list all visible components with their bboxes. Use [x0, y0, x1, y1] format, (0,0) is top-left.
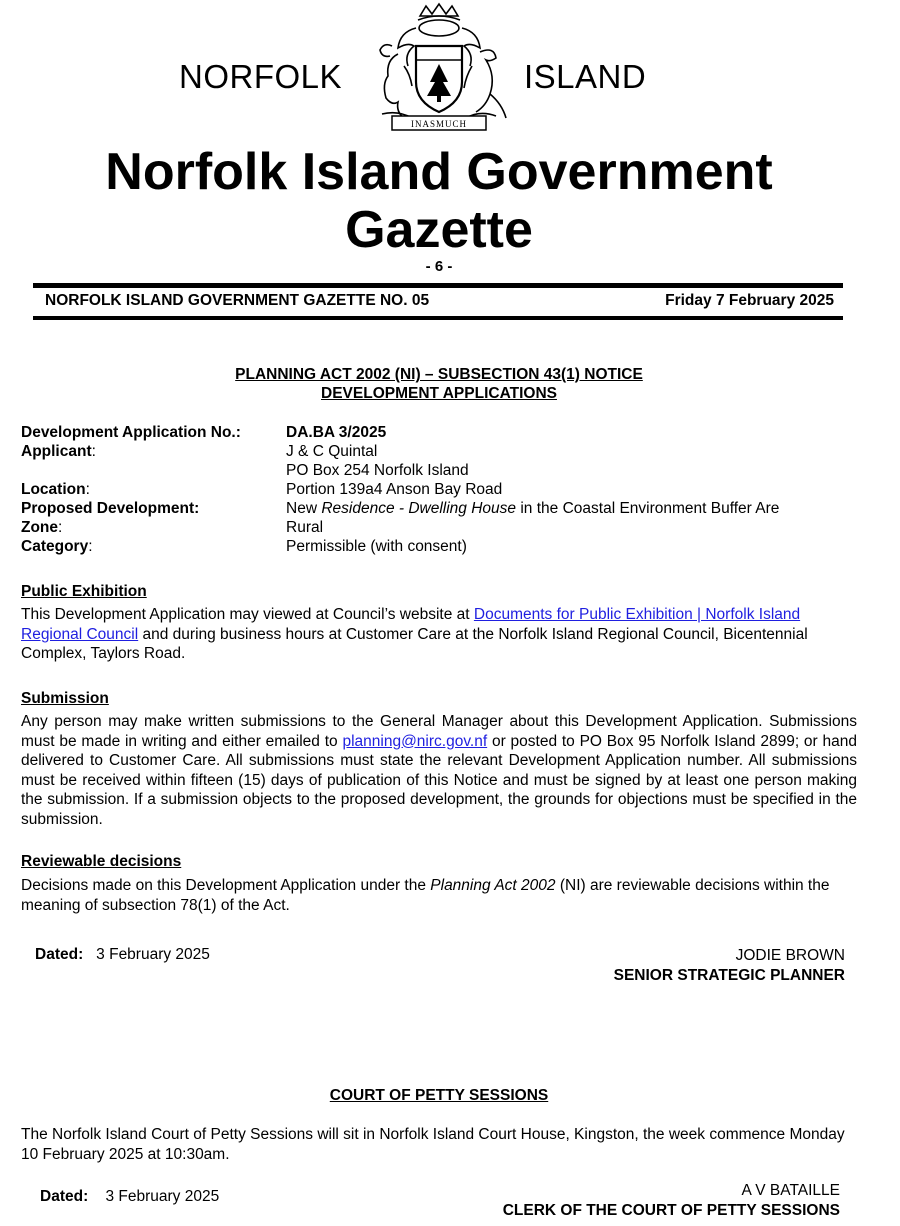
submission-text: Any person may make written submissions to the General Manager about this Development Application. Submissions must be made in writing and either emailed to planning@nirc.gov.nf or posted to PO Box 95 Norfolk Island 2899; or hand delivered to Customer Care. All submissions must state the relevant Development Application number. All submissions must be received within fifteen (15) days of publication of this Notice and must be signed by at least one person making the submission. If a submission objects to the proposed development, the grounds for objections must be specified in the submission.	[21, 713, 857, 828]
planning-dated-label: Dated	[35, 946, 79, 963]
court-notice-title: COURT OF PETTY SESSIONS	[329, 1087, 549, 1104]
court-dated-label: Dated	[40, 1188, 84, 1205]
dev-label: Proposed Development:	[21, 500, 200, 517]
app-no-value: DA.BA 3/2025	[286, 424, 387, 441]
applicant-line1: J & C Quintal	[286, 443, 378, 460]
location-label: Location	[21, 481, 86, 498]
planning-signatory-title: SENIOR STRATEGIC PLANNER	[613, 966, 845, 984]
court-dated-value: 3 February 2025	[105, 1188, 220, 1205]
field-proposed-development	[21, 499, 779, 518]
zone-label: Zone	[21, 519, 59, 536]
field-applicant-address	[21, 461, 469, 480]
planning-signature	[614, 946, 845, 985]
court-notice-text: The Norfolk Island Court of Petty Sessions will sit in Norfolk Island Court House, Kingston, the week commence Monday 10 February 2025 at 10:30am.	[21, 1126, 845, 1163]
applicant-line2: PO Box 254 Norfolk Island	[286, 462, 469, 479]
planning-signatory-name: JODIE BROWN	[735, 947, 845, 964]
field-category: Category: Permissible (with consent)	[21, 538, 467, 555]
planning-dated-value: 3 February 2025	[96, 946, 210, 963]
court-signatory-title: CLERK OF THE COURT OF PETTY SESSIONS	[502, 1201, 840, 1219]
public-exhibition-heading: Public Exhibition	[21, 583, 147, 600]
planning-email-link[interactable]: planning@nirc.gov.nf	[342, 732, 488, 750]
gazette-title-line2: Gazette	[345, 201, 533, 259]
planning-notice-title: PLANNING ACT 2002 (NI) – SUBSECTION 43(1) NOTICE	[235, 366, 643, 383]
reviewable-text: Decisions made on this Development Application under the Planning Act 2002 (NI) are reviewable decisions within the meaning of subsection 78(1) of the Act.	[21, 877, 830, 914]
public-exhibition-text: This Development Application may viewed at Council’s website at Documents for Public Exhibition | Norfolk Island Regional Council and during business hours at Customer Care at the Norfolk Island Regional Council, Bicentennial Complex, Taylors Road.	[21, 606, 808, 662]
court-signature	[503, 1181, 840, 1220]
category-label: Category	[21, 538, 89, 555]
bottom-rule	[33, 316, 843, 320]
coat-of-arms-crest	[368, 2, 510, 136]
public-exhibition-link[interactable]: Documents for Public Exhibition | Norfolk Island Regional Council	[21, 606, 801, 643]
applicant-label: Applicant	[21, 443, 92, 460]
gazette-title-line1: Norfolk Island Government	[105, 143, 773, 201]
planning-dated: Dated: 3 February 2025	[35, 946, 210, 963]
app-no-label: Development Application No.:	[21, 424, 241, 441]
court-signatory-name: A V BATAILLE	[741, 1182, 840, 1199]
masthead-norfolk: NORFOLK	[179, 58, 343, 95]
reviewable-heading: Reviewable decisions	[21, 853, 182, 870]
field-location: Location: Portion 139a4 Anson Bay Road	[21, 481, 503, 498]
issue-bar	[45, 292, 834, 310]
gazette-number: NORFOLK ISLAND GOVERNMENT GAZETTE NO. 05	[45, 292, 430, 309]
crest-motto: INASMUCH	[410, 119, 468, 129]
planning-notice-subtitle: DEVELOPMENT APPLICATIONS	[321, 385, 557, 402]
zone-value: Rural	[286, 519, 324, 536]
gazette-date: Friday 7 February 2025	[665, 292, 834, 309]
masthead-island: ISLAND	[524, 58, 647, 95]
dev-value: New Residence - Dwelling House in the Coastal Environment Buffer Are	[286, 500, 780, 517]
field-applicant: Applicant: J & C Quintal	[21, 443, 378, 460]
court-dated: Dated: 3 February 2025	[40, 1188, 220, 1205]
top-rule	[33, 283, 843, 288]
field-app-no	[21, 423, 386, 442]
submission-heading: Submission	[21, 690, 109, 707]
location-value: Portion 139a4 Anson Bay Road	[286, 481, 503, 498]
page-number: - 6 -	[425, 258, 453, 275]
category-value: Permissible (with consent)	[286, 538, 467, 555]
field-zone: Zone: Rural	[21, 519, 324, 536]
